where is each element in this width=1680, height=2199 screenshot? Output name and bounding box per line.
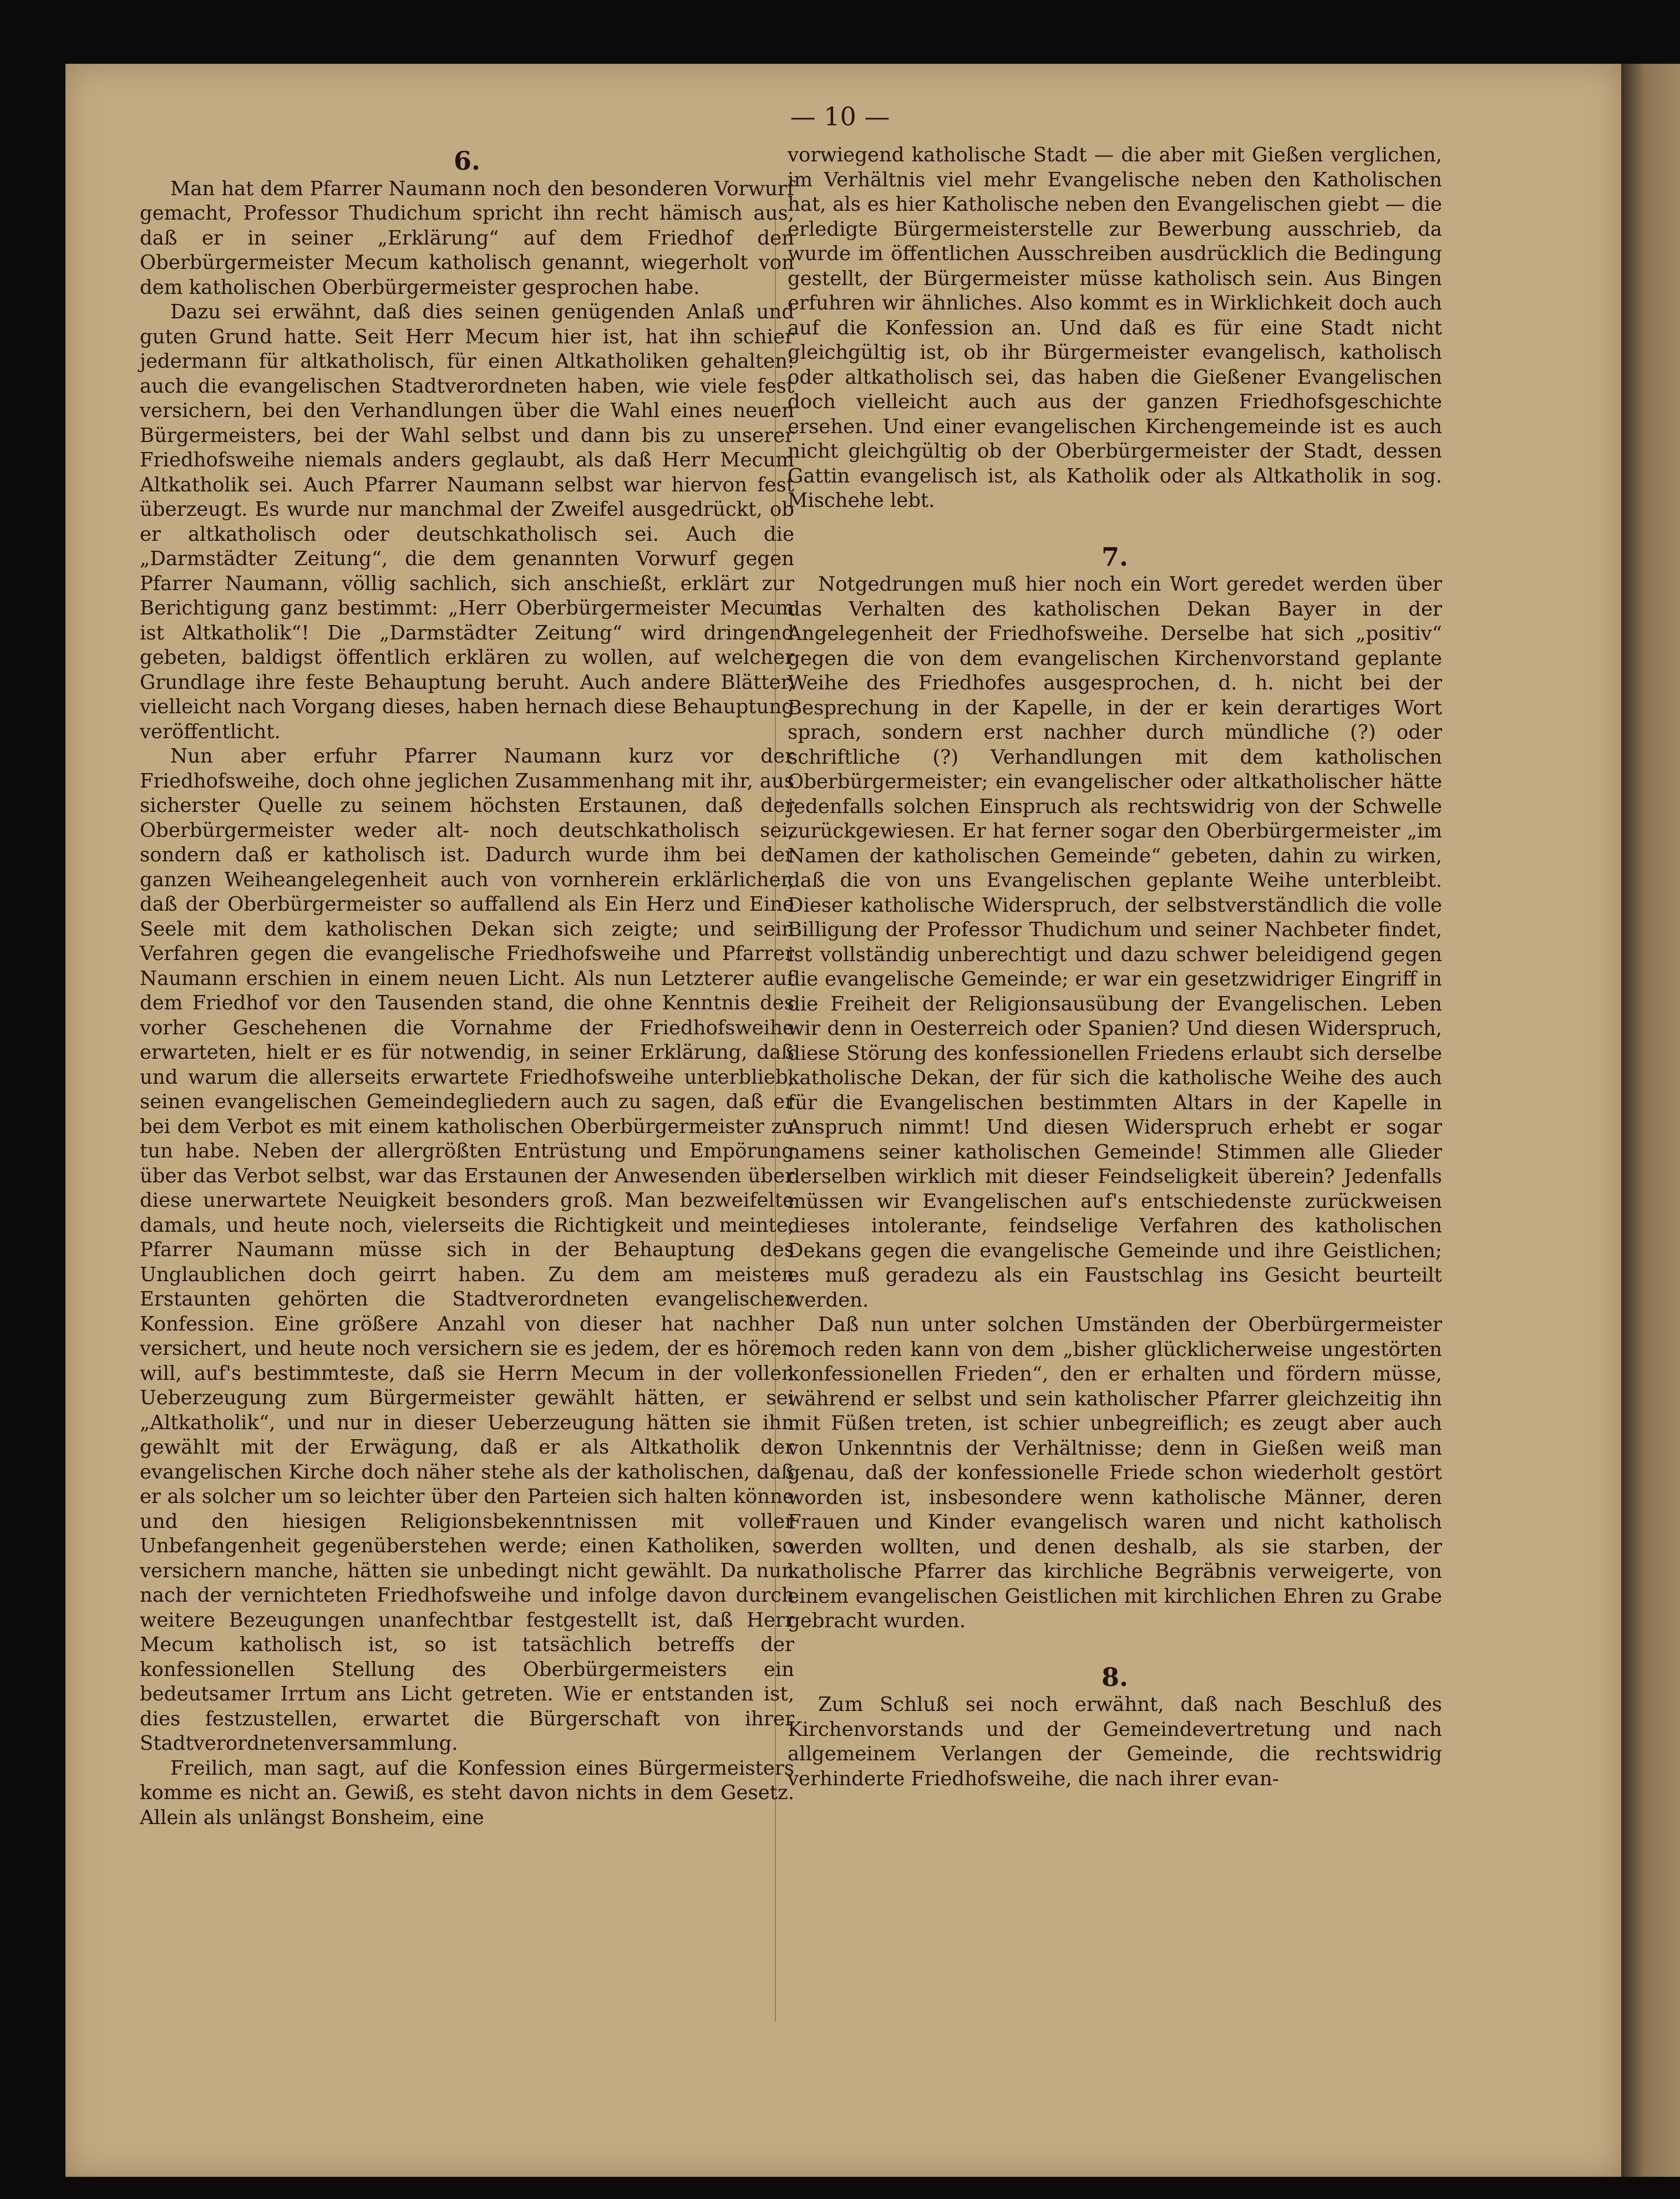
adjacent-page-edge bbox=[1621, 64, 1680, 2177]
paragraph: Notgedrungen muß hier noch ein Wort geredet werden über das Verhalten des katholischen Dekan Bayer in der Angelegenheit der Friedhofsweihe. Derselbe hat sich „positiv“ gegen die von dem evangelischen Kirchenvorstand geplante Weihe des Friedhofes ausgesprochen, d. h. nicht bei der Besprechung in der Kapelle, in der er kein derartiges Wort sprach, sondern erst nachher durch mündliche (?) oder schriftliche (?) Verhandlungen mit dem katholischen Oberbürgermeister; ein evangelischer oder altkatholischer hätte jedenfalls solchen Einspruch als rechtswidrig von der Schwelle zurückgewiesen. Er hat ferner sogar den Oberbürgermeister „im Namen der katholischen Gemeinde“ gebeten, dahin zu wirken, daß die von uns Evangelischen geplante Weihe unterbleibt. Dieser katholische Widerspruch, der selbstverständlich die volle Billigung der Professor Thudichum und seiner Nachbeter findet, ist vollständig unberechtigt und dazu schwer beleidigend gegen die evangelische Gemeinde; er war ein gesetzwidriger Eingriff in die Freiheit der Religionsausübung der Evangelischen. Leben wir denn in Oesterreich oder Spanien? Und diesen Widerspruch, diese Störung des konfessionellen Friedens erlaubt sich derselbe katholische Dekan, der für sich die katholische Weihe des auch für die Evangelischen bestimmten Altars in der Kapelle in Anspruch nimmt! Und diesen Widerspruch erhebt er sogar namens seiner katholischen Gemeinde! Stimmen alle Glieder derselben wirklich mit dieser Feindseligkeit überein? Jedenfalls müssen wir Evangelischen auf's entschiedenste zurückweisen dieses intolerante, feindselige Verfahren des katholischen Dekans gegen die evangelische Gemeinde und ihre Geistlichen; es muß geradezu als ein Faustschlag ins Gesicht beurteilt werden. bbox=[788, 573, 1442, 1312]
paragraph: Zum Schluß sei noch erwähnt, daß nach Beschluß des Kirchenvorstands und der Gemeindevertretung und nach allgemeinem Verlangen der Gemeinde, die rechtswidrig verhinderte Friedhofsweihe, die nach ihrer evan- bbox=[788, 1693, 1442, 1790]
section-7-heading: 7. bbox=[1101, 541, 1129, 572]
left-column bbox=[140, 143, 794, 1830]
section-8-heading: 8. bbox=[1101, 1662, 1129, 1692]
paragraph: vorwiegend katholische Stadt — die aber mit Gießen verglichen, im Verhältnis viel mehr Evangelische neben den Katholischen hat, als es hier Katholische neben den Evangelischen giebt — die erledigte Bürgermeisterstelle zur Bewerbung ausschrieb, da wurde im öffentlichen Ausschreiben ausdrücklich die Bedingung gestellt, der Bürgermeister müsse katholisch sein. Aus Bingen erfuhren wir ähnliches. Also kommt es in Wirklichkeit doch auch auf die Konfession an. Und daß es für eine Stadt nicht gleichgültig ist, ob ihr Bürgermeister evangelisch, katholisch oder altkatholisch sei, das haben die Gießener Evangelischen doch vielleicht auch aus der ganzen Friedhofsgeschichte ersehen. Und einer evangelischen Kirchengemeinde ist es auch nicht gleichgültig ob der Oberbürgermeister der Stadt, dessen Gattin evangelisch ist, als Katholik oder als Altkatholik in sog. Mischehe lebt. bbox=[788, 144, 1442, 512]
paragraph: Freilich, man sagt, auf die Konfession eines Bürgermeisters komme es nicht an. Gewiß, es steht davon nichts in dem Gesetz. Allein als unlängst Bonsheim, eine bbox=[140, 1756, 794, 1829]
right-column bbox=[788, 143, 1442, 1791]
section-6-heading: 6. bbox=[453, 146, 481, 176]
paragraph: Nun aber erfuhr Pfarrer Naumann kurz vor der Friedhofsweihe, doch ohne jeglichen Zusammenhang mit ihr, aus sicherster Quelle zu seinem höchsten Erstaunen, daß der Oberbürgermeister weder alt- noch deutschkatholisch sei, sondern daß er katholisch ist. Dadurch wurde ihm bei der ganzen Weiheangelegenheit auch von vornherein erklärlicher, daß der Oberbürgermeister so auffallend als Ein Herz und Eine Seele mit dem katholischen Dekan sich zeigte; und sein Verfahren gegen die evangelische Friedhofsweihe und Pfarrer Naumann erschien in einem neuen Licht. Als nun Letzterer auf dem Friedhof vor den Tausenden stand, die ohne Kenntnis des vorher Geschehenen die Vornahme der Friedhofsweihe erwarteten, hielt er es für notwendig, in seiner Erklärung, daß und warum die allerseits erwartete Friedhofsweihe unterblieb, seinen evangelischen Gemeindegliedern auch zu sagen, daß er bei dem Verbot es mit einem katholischen Oberbürgermeister zu tun habe. Neben der allergrößten Entrüstung und Empörung über das Verbot selbst, war das Erstaunen der Anwesenden über diese unerwartete Neuigkeit besonders groß. Man bezweifelte damals, und heute noch, vielerseits die Richtigkeit und meinte, Pfarrer Naumann müsse sich in der Behauptung des Unglaublichen doch geirrt haben. Zu dem am meisten Erstaunten gehörten die Stadtverordneten evangelischer Konfession. Eine größere Anzahl von dieser hat nachher versichert, und heute noch versichern sie es jedem, der es hören will, auf's bestimmteste, daß sie Herrn Mecum in der vollen Ueberzeugung zum Bürgermeister gewählt hätten, er sei „Altkatholik“, und nur in dieser Ueberzeugung hätten sie ihn gewählt mit der Erwägung, daß er als Altkatholik der evangelischen Kirche doch näher stehe als der katholischen, daß er als solcher um so leichter über den Parteien sich halten könne und den hiesigen Religionsbekenntnissen mit voller Unbefangenheit gegenüberstehen werde; einen Katholiken, so versichern manche, hätten sie unbedingt nicht gewählt. Da nun nach der vernichteten Friedhofsweihe und infolge davon durch weitere Bezeugungen unanfechtbar festgestellt ist, daß Herr Mecum katholisch ist, so ist tatsächlich betreffs der konfessionellen Stellung des Oberbürgermeisters ein bedeutsamer Irrtum ans Licht getreten. Wie er entstanden ist, dies festzustellen, erwartet die Bürgerschaft von ihrer Stadtverordnetenversammlung. bbox=[140, 745, 794, 1755]
paragraph: Daß nun unter solchen Umständen der Oberbürgermeister noch reden kann von dem „bisher glücklicherweise ungestörten konfessionellen Frieden“, den er erhalten und fördern müsse, während er selbst und sein katholischer Pfarrer gleichzeitig ihn mit Füßen treten, ist schier unbegreiflich; es zeugt aber auch von Unkenntnis der Verhältnisse; denn in Gießen weiß man genau, daß der konfessionelle Friede schon wiederholt gestört worden ist, insbesondere wenn katholische Männer, deren Frauen und Kinder evangelisch waren und nicht katholisch werden wollten, und denen deshalb, als sie starben, der katholische Pfarrer das kirchliche Begräbnis verweigerte, von einem evangelischen Geistlichen mit kirchlichen Ehren zu Grabe gebracht wurden. bbox=[788, 1313, 1442, 1632]
paragraph: Man hat dem Pfarrer Naumann noch den besonderen Vorwurf gemacht, Professor Thudichum spricht ihn recht hämisch aus, daß er in seiner „Erklärung“ auf dem Friedhof den Oberbürgermeister Mecum katholisch genannt, wiegerholt von dem katholischen Oberbürgermeister gesprochen habe. bbox=[140, 177, 794, 299]
page-number: — 10 — bbox=[790, 101, 890, 131]
paragraph: Dazu sei erwähnt, daß dies seinen genügenden Anlaß und guten Grund hatte. Seit Herr Mecum hier ist, hat ihn schier jedermann für altkatholisch, für einen Altkatholiken gehalten: auch die evangelischen Stadtverordneten haben, wie viele fest versichern, bei den Verhandlungen über die Wahl eines neuen Bürgermeisters, bei der Wahl selbst und dann bis zu unserer Friedhofsweihe niemals anders geglaubt, als daß Herr Mecum Altkatholik sei. Auch Pfarrer Naumann selbst war hiervon fest überzeugt. Es wurde nur manchmal der Zweifel ausgedrückt, ob er altkatholisch oder deutschkatholisch sei. Auch die „Darmstädter Zeitung“, die dem genannten Vorwurf gegen Pfarrer Naumann, völlig sachlich, sich anschießt, erklärt zur Berichtigung ganz bestimmt: „Herr Oberbürgermeister Mecum ist Altkatholik“! Die „Darmstädter Zeitung“ wird dringend gebeten, baldigst öffentlich erklären zu wollen, auf welcher Grundlage ihre feste Behauptung beruht. Auch andere Blätter, vielleicht nach Vorgang dieses, haben hernach diese Behauptung veröffentlicht. bbox=[140, 301, 794, 743]
